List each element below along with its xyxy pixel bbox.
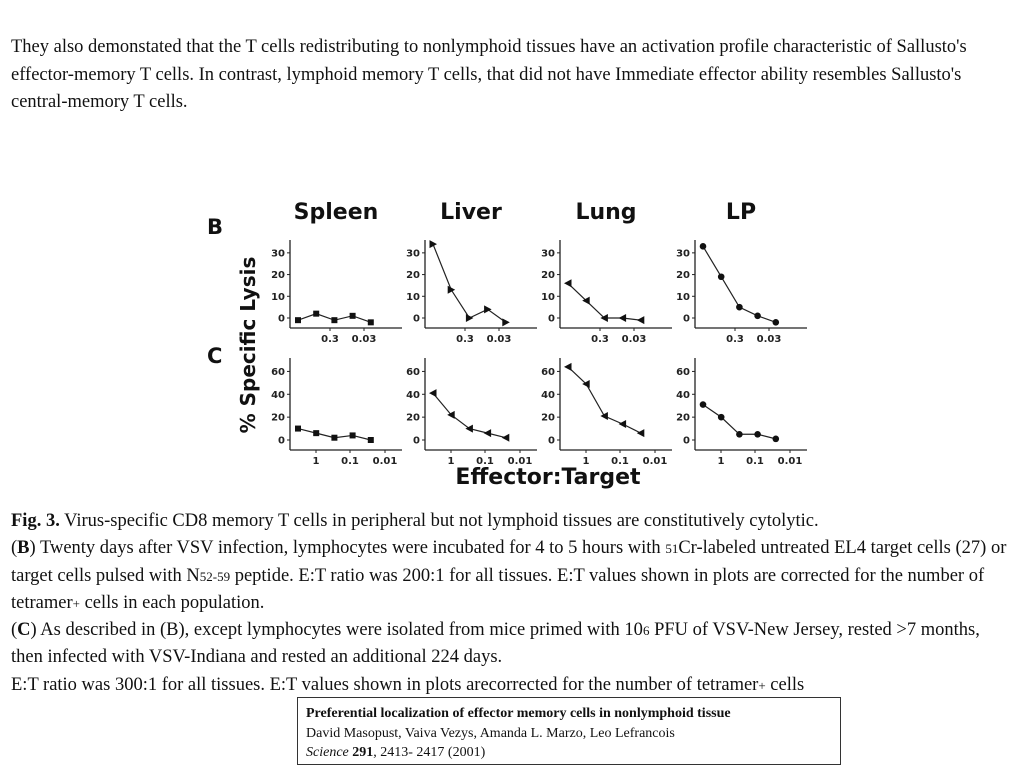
y-tick-label-c-liver: 0 [413,435,420,447]
y-tick-label-b-spleen: 0 [278,313,285,325]
x-tick-label-c-spleen: 0.01 [372,456,398,467]
chart-title-lp: LP [725,200,757,225]
y-tick-label-b-liver: 30 [406,248,420,260]
panel-b-letter: B [17,538,30,559]
data-point-c-lung [600,412,608,420]
y-tick-label-b-lp: 30 [676,248,690,260]
y-tick-label-b-liver: 0 [413,313,420,325]
data-point-b-spleen [295,317,301,323]
series-line-c-liver [433,393,506,438]
panel-b-peptide-range: 52-59 [199,568,231,584]
y-tick-label-c-lp: 60 [676,366,690,378]
series-line-b-lp [703,246,776,322]
data-point-c-spleen [350,432,356,438]
data-point-c-lp [736,431,743,438]
y-tick-label-c-spleen: 60 [271,366,285,378]
reference-pages: , 2413- 2417 (2001) [373,745,486,760]
data-point-c-spleen [295,426,301,432]
data-point-c-liver [484,429,492,437]
y-tick-label-b-lp: 10 [676,291,690,303]
data-point-b-liver [466,314,474,322]
y-tick-label-c-liver: 40 [406,389,420,401]
data-point-c-lp [718,414,725,421]
panel-b-text-4: cells in each population. [79,592,265,613]
y-axis-label: % Specific Lysis [236,256,260,434]
x-tick-label-b-lung: 0.3 [591,334,609,345]
x-tick-label-c-lp: 0.01 [777,456,803,467]
reference-journal: Science [306,745,349,760]
y-tick-label-b-lung: 20 [541,270,555,282]
y-tick-label-c-spleen: 20 [271,412,285,424]
panel-c-plus: + [758,677,766,693]
y-tick-label-c-spleen: 0 [278,435,285,447]
figure-3 [200,190,820,500]
data-point-b-liver [502,318,510,326]
x-tick-label-c-lung: 0.1 [611,456,629,467]
y-tick-label-b-lung: 0 [548,313,555,325]
chart-title-lung: Lung [575,200,637,225]
data-point-c-lp [754,431,761,438]
x-tick-label-c-lp: 0.1 [746,456,764,467]
reference-volume: 291 [352,745,374,760]
data-point-b-spleen [313,311,319,317]
x-tick-label-b-lp: 0.3 [726,334,744,345]
x-tick-label-c-spleen: 0.1 [341,456,359,467]
chart-title-spleen: Spleen [293,200,379,225]
y-tick-label-b-spleen: 20 [271,270,285,282]
panel-b-plus: + [72,595,80,611]
data-point-b-lp [754,313,761,320]
y-tick-label-c-liver: 60 [406,366,420,378]
reference-box [297,697,841,765]
data-point-b-liver [484,305,492,313]
x-tick-label-b-liver: 0.03 [486,334,512,345]
x-tick-label-c-liver: 1 [447,456,455,467]
x-tick-label-b-liver: 0.3 [456,334,474,345]
data-point-c-lung [619,420,627,428]
series-line-c-lung [568,367,641,433]
panel-b-text-2: Cr-labeled untreated EL4 target cells (27) or target cells pulsed with N [11,538,1007,586]
x-tick-label-c-liver: 0.01 [507,456,533,467]
data-point-c-lp [700,401,707,408]
reference-authors: David Masopust, Vaiva Vezys, Amanda L. Marzo, Leo Lefrancois [306,725,675,741]
row-label-b: B [207,215,224,239]
x-tick-label-c-lung: 0.01 [642,456,668,467]
data-point-b-liver [430,240,438,248]
y-tick-label-b-lp: 0 [683,313,690,325]
y-tick-label-c-lp: 20 [676,412,690,424]
y-tick-label-b-lp: 20 [676,270,690,282]
panel-c-text-4: cells [765,674,805,695]
y-tick-label-b-lung: 10 [541,291,555,303]
x-tick-label-c-spleen: 1 [312,456,320,467]
row-label-c: C [207,344,223,368]
figure-3-charts [200,190,820,500]
intro-paragraph: They also demonstated that the T cells redistributing to nonlymphoid tissues have an activation profile characteristic of Sallusto's effector-memory T cells. In contrast, lymphoid memory T cells, that did not have Immediate effector ability resembles Sallusto's central-memory T cells. [11,37,967,112]
series-line-b-lung [568,283,641,320]
data-point-c-lung [564,363,572,371]
data-point-c-spleen [368,437,374,443]
data-point-b-lung [564,279,572,287]
y-tick-label-c-lp: 40 [676,389,690,401]
y-tick-label-c-spleen: 40 [271,389,285,401]
data-point-b-lp [773,319,780,326]
x-tick-label-c-lung: 1 [582,456,590,467]
panel-c-text-3: E:T ratio was 300:1 for all tissues. E:T values shown in plots arecorrected for the number of tetramer [11,674,759,695]
x-tick-label-c-lp: 1 [717,456,725,467]
panel-b-text-3: peptide. E:T ratio was 200:1 for all tissues. E:T values shown in plots are corrected for the number of tetramer [11,565,985,613]
chart-title-liver: Liver [440,200,502,225]
x-tick-label-b-spleen: 0.03 [351,334,377,345]
panel-c-text-1: ) As described in (B), except lymphocytes were isolated from mice primed with 10 [30,620,643,641]
data-point-b-liver [448,286,456,294]
data-point-b-lp [718,273,725,280]
figure-caption: Fig. 3. Virus-specific CD8 memory T cells in peripheral but not lymphoid tissues are constitutively cytolytic. (B) Twenty days after VSV infection, lymphocytes were incubated for 4 to 5 hours with 51Cr-labeled untreated EL4 target cells (27) or target cells pulsed with N52-59 peptide. E:T ratio was 200:1 for all tissues. E:T values shown in plots are corrected for the number of tetramer+ cells in each population. (C) As described in (B), except lymphocytes were isolated from mice primed with 106 PFU of VSV-New Jersey, rested >7 months, then infected with VSV-Indiana and rested an additional 224 days. E:T ratio was 300:1 for all tissues. E:T values shown in plots arecorrected for the number of tetramer+ cells [11,511,1007,695]
data-point-b-spleen [331,317,337,323]
y-tick-label-b-liver: 10 [406,291,420,303]
y-tick-label-b-lung: 30 [541,248,555,260]
data-point-b-spleen [350,313,356,319]
y-tick-label-c-lp: 0 [683,435,690,447]
series-line-b-liver [433,244,506,322]
fig-label: Fig. 3. [11,511,60,531]
panel-c-text-2: PFU of VSV-New Jersey, rested >7 months, then infected with VSV-Indiana and rested an additional 224 days. [11,620,980,668]
data-point-c-lp [773,436,780,443]
fig-title: Virus-specific CD8 memory T cells in peripheral but not lymphoid tissues are constitutively cytolytic. [59,511,819,531]
panel-c-exponent: 6 [642,623,650,639]
panel-b-isotope: 51 [665,541,679,557]
data-point-b-lung [637,316,645,324]
y-tick-label-b-liver: 20 [406,270,420,282]
y-tick-label-c-liver: 20 [406,412,420,424]
y-tick-label-b-spleen: 10 [271,291,285,303]
x-axis-label: Effector:Target [455,465,641,490]
y-tick-label-c-lung: 40 [541,389,555,401]
data-point-c-lung [637,429,645,437]
panel-b-text-1: ) Twenty days after VSV infection, lymphocytes were incubated for 4 to 5 hours with [29,538,666,559]
x-tick-label-b-spleen: 0.3 [321,334,339,345]
data-point-b-lp [700,243,707,250]
y-tick-label-c-lung: 60 [541,366,555,378]
y-tick-label-c-lung: 0 [548,435,555,447]
x-tick-label-c-liver: 0.1 [476,456,494,467]
panel-c-letter: C [17,620,31,641]
data-point-c-spleen [313,430,319,436]
data-point-c-liver [502,434,510,442]
x-tick-label-b-lp: 0.03 [756,334,782,345]
data-point-c-spleen [331,435,337,441]
x-tick-label-b-lung: 0.03 [621,334,647,345]
data-point-b-spleen [368,319,374,325]
y-tick-label-b-spleen: 30 [271,248,285,260]
data-point-b-lung [619,314,627,322]
y-tick-label-c-lung: 20 [541,412,555,424]
reference-title: Preferential localization of effector memory cells in nonlymphoid tissue [306,706,731,721]
data-point-b-lp [736,304,743,311]
data-point-c-liver [429,389,437,397]
